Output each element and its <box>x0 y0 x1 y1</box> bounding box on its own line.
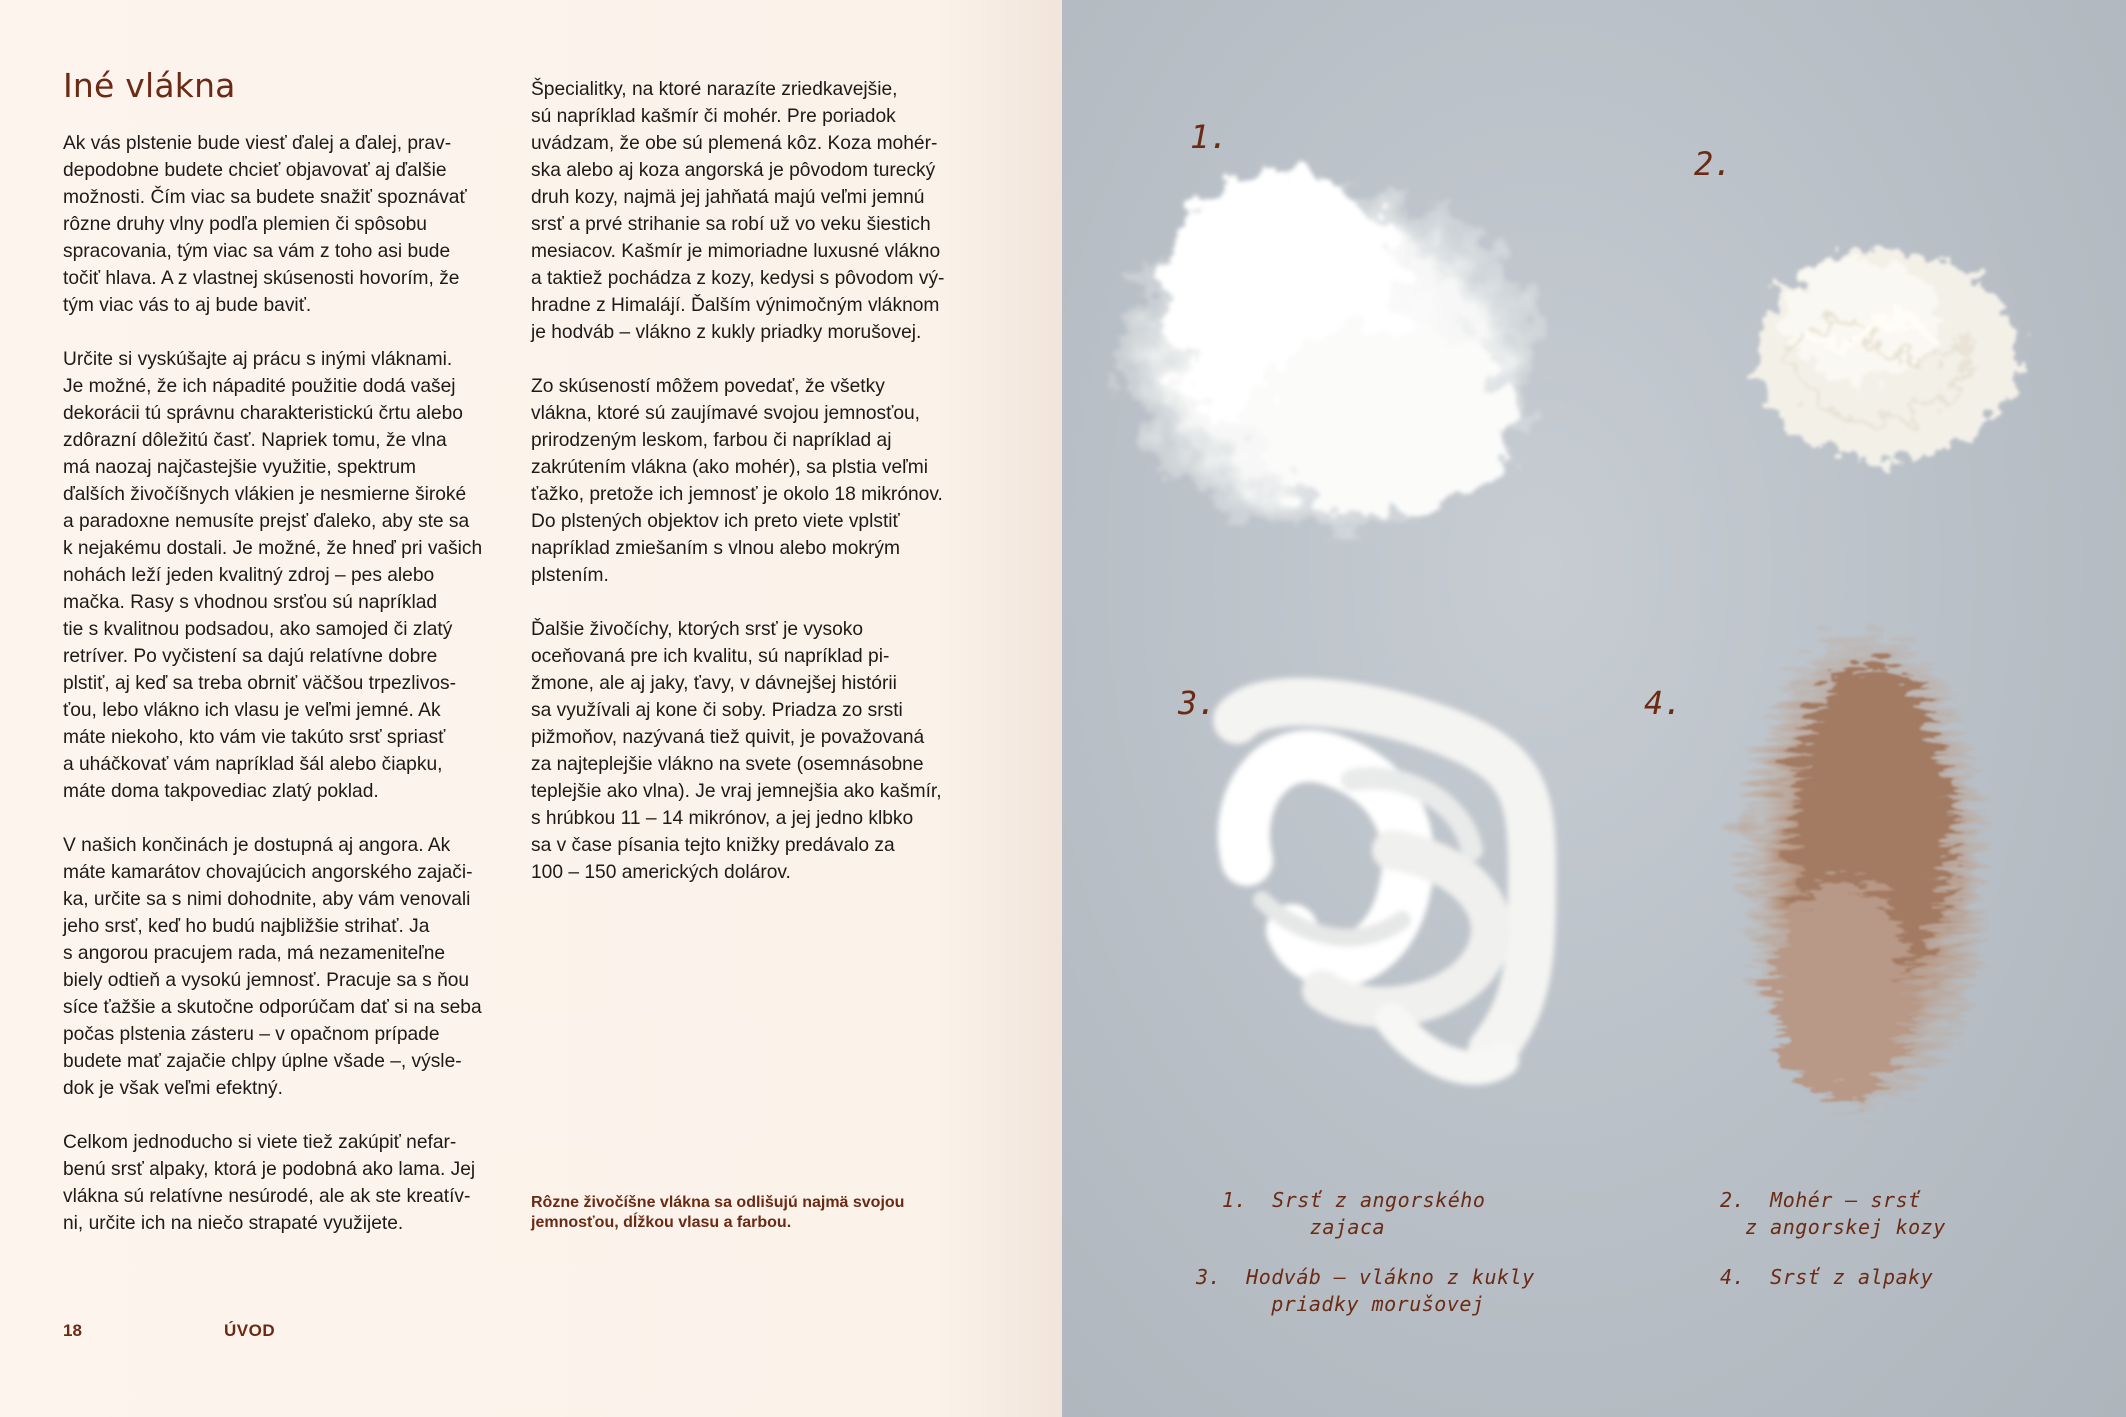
paragraph: Celkom jednoducho si viete tiež zakúpiť nefar- benú srsť alpaky, ktorá je podobná ako lama. Jej vlákna sú relatívne nesúrodé, ale ak ste kreatív- ni, určite ich na niečo strapaté využijete. <box>63 1132 476 1234</box>
text-column-left <box>63 130 495 1264</box>
paragraph: Ak vás plstenie bude viesť ďalej a ďalej, prav- depodobne budete chcieť objavovať aj ďalšie možnosti. Čím viac sa budete snažiť spoznávať rôzne druhy vlny podľa plemien či spôsobu spracovania, tým viac sa vám z toho asi bude točiť hlava. A z vlastnej skúsenosti hovorím, že tým viac vás to aj bude baviť. <box>63 133 467 316</box>
paragraph: V našich končinách je dostupná aj angora. Ak máte kamarátov chovajúcich angorského zajači- ka, určite sa s nimi dohodnite, aby vám venovali jeho srsť, keď ho budú najbližšie strihať. Ja s angorou pracujem rada, má nezameniteľne biely odtieň a vysokú jemnosť. Pracuje sa s ňou síce ťažšie a skutočne odporúčam dať si na seba počas plstenia zásteru – v opačnom prípade budete mať zajačie chlpy úplne všade –, výsle- dok je však veľmi efektný. <box>63 835 482 1099</box>
text-column-right <box>531 76 963 913</box>
right-page-photo <box>1062 0 2126 1417</box>
section-name: ÚVOD <box>224 1321 276 1340</box>
page-title: Iné vlákna <box>63 66 236 105</box>
page-number: 18 <box>63 1321 82 1340</box>
mohair-fiber-image <box>1757 250 2017 460</box>
photo-caption: Rôzne živočíšne vlákna sa odlišujú najmä svojou jemnosťou, dĺžkou vlasu a farbou. <box>531 1194 905 1231</box>
paragraph: Špecialitky, na ktoré narazíte zriedkavejšie, sú napríklad kašmír či mohér. Pre poriadok uvádzam, že obe sú plemená kôz. Koza mohér- ska alebo aj koza angorská je pôvodom turecký druh kozy, najmä jej jahňatá majú veľmi jemnú srsť a prvé strihanie sa robí už vo veku šiestich mesiacov. Kašmír je mimoriadne luxusné vlákno a taktiež pochádza z kozy, kedysi s pôvodom vý- hradne z Himalájí. Ďalším výnimočným vláknom je hodváb – vlákno z kukly priadky morušovej. <box>531 79 945 343</box>
marker-4: 4. <box>1644 684 1683 722</box>
marker-3: 3. <box>1178 684 1217 722</box>
left-page <box>0 0 1062 1417</box>
paragraph: Zo skúseností môžem povedať, že všetky vlákna, ktoré sú zaujímavé svojou jemnosťou, prirodzeným leskom, farbou či napríklad aj zakrútením vlákna (ako mohér), sa plstia veľmi ťažko, pretože ich jemnosť je okolo 18 mikrónov. Do plstených objektov ich preto viete vplstiť napríklad zmiešaním s vlnou alebo mokrým plstením. <box>531 376 943 586</box>
legend-item-4: 4. Srsť z alpaky <box>1720 1265 1934 1289</box>
marker-1: 1. <box>1190 118 1229 156</box>
legend-item-1: 1. Srsť z angorského zajaca <box>1222 1188 1486 1239</box>
marker-2: 2. <box>1694 145 1733 183</box>
legend-item-3: 3. Hodváb – vlákno z kukly priadky morušovej <box>1196 1265 1535 1316</box>
alpaca-fiber-image <box>1734 620 1974 1100</box>
silk-fiber-image <box>1237 702 1532 1068</box>
paragraph: Určite si vyskúšajte aj prácu s inými vláknami. Je možné, že ich nápadité použitie dodá vašej dekorácii tú správnu charakteristickú črtu alebo zdôrazní dôležitú časť. Napriek tomu, že vlna má naozaj najčastejšie využitie, spektrum ďalších živočíšnych vlákien je nesmierne široké a paradoxne nemusíte prejsť ďaleko, aby ste sa k nejakému dostali. Je možné, že hneď pri vašich nohách leží jeden kvalitný zdroj – pes alebo mačka. Rasy s vhodnou srsťou sú napríklad tie s kvalitnou podsadou, ako samojed či zlatý retríver. Po vyčistení sa dajú relatívne dobre plstiť, aj keď sa treba obrniť väčšou trpezlivos- ťou, lebo vlákno ich vlasu je veľmi jemné. Ak máte niekoho, kto vám vie takúto srsť spriasť a uháčkovať vám napríklad šál alebo čiapku, máte doma takpovediac zlatý poklad. <box>63 349 483 802</box>
paragraph: Ďalšie živočíchy, ktorých srsť je vysoko oceňovaná pre ich kvalitu, sú napríklad pi- žmone, ale aj jaky, ťavy, v dávnejšej histórii sa využívali aj kone či soby. Priadza zo srsti pižmoňov, nazývaná tiež quivit, je považovaná za najteplejšie vlákno na svete (osemnásobne teplejšie ako vlna). Je vraj jemnejšia ako kašmír, s hrúbkou 11 – 14 mikrónov, a jej jedno klbko sa v čase písania tejto knižky predávalo za 100 – 150 amerických dolárov. <box>531 619 942 883</box>
legend-item-2: 2. Mohér – srsť z angorskej kozy <box>1720 1188 1946 1239</box>
angora-fiber-image <box>1120 170 1540 535</box>
